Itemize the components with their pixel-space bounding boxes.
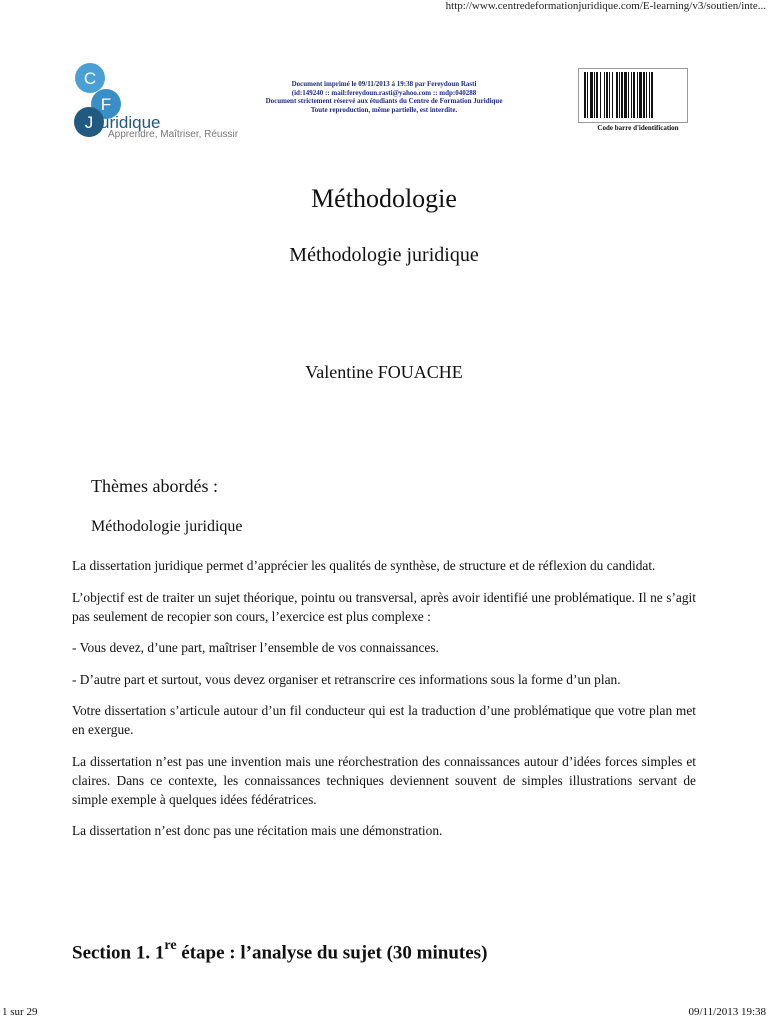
paragraph: La dissertation juridique permet d’apprécier les qualités de synthèse, de structure et de réflexion du candidat.: [72, 558, 656, 573]
paragraph: - Vous devez, d’une part, maîtriser l’ensemble de vos connaissances.: [72, 640, 439, 655]
logo-letter-c: C: [83, 69, 97, 88]
paragraph: La dissertation n’est donc pas une récitation mais une démonstration.: [72, 823, 443, 838]
print-notice: [256, 80, 512, 114]
document-title: Méthodologie: [311, 184, 457, 213]
section-superscript: re: [164, 938, 177, 953]
barcode-label: Code barre d'identification: [597, 124, 679, 132]
paragraph: Votre dissertation s’articule autour d’un fil conducteur qui est la traduction d’une problématique que votre plan met en exergue.: [72, 703, 696, 737]
section-prefix: Section 1. 1: [72, 942, 165, 964]
print-notice-line: Toute reproduction, même partielle, est interdite.: [310, 105, 458, 114]
body-text: [72, 556, 696, 853]
document-subtitle: Méthodologie juridique: [289, 244, 479, 266]
paragraph: - D’autre part et surtout, vous devez organiser et retranscrire ces informations sous la forme d’un plan.: [72, 671, 621, 687]
page-url: http://www.centredeformationjuridique.com/E-learning/v3/soutien/inte...: [445, 0, 766, 12]
print-notice-line: (id:149240 :: mail:fereydoun.rasti@yahoo.com :: mdp:040288: [291, 88, 477, 97]
paragraph: La dissertation n’est pas une invention mais une réorchestration des connaissances autour d’idées forces simples et claires. Dans ce contexte, les connaissances techniques deviennent souvent de simples illustrations servant de simple exemple à quelques idées fédératrices.: [72, 753, 696, 807]
logo-wordmark: uridique: [100, 113, 161, 132]
document-author: Valentine FOUACHE: [305, 362, 463, 382]
print-notice-line: Document imprimé le 09/11/2013 à 19:38 par Fereydoun Rasti: [291, 80, 477, 88]
page-counter: 1 sur 29: [2, 1006, 38, 1018]
themes-item: Méthodologie juridique: [91, 518, 243, 535]
section-suffix: étape : l’analyse du sujet (30 minutes): [176, 942, 488, 964]
paragraph: L’objectif est de traiter un sujet théorique, pointu ou transversal, après avoir identifié une problématique. Il ne s’agit pas seulement de recopier son cours, l’exercice est plus complexe :: [72, 589, 696, 624]
print-timestamp: 09/11/2013 19:38: [688, 1006, 766, 1018]
logo-tagline: Apprendre, Maîtriser, Réussir: [108, 129, 239, 140]
section-heading: [72, 940, 487, 964]
print-notice-line: Document strictement réservé aux étudiants du Centre de Formation Juridique: [265, 97, 503, 106]
logo-letter-j: J: [84, 113, 94, 132]
logo-letter-f: F: [100, 95, 112, 114]
cfj-logo: [72, 60, 242, 140]
themes-heading: Thèmes abordés :: [91, 476, 218, 496]
